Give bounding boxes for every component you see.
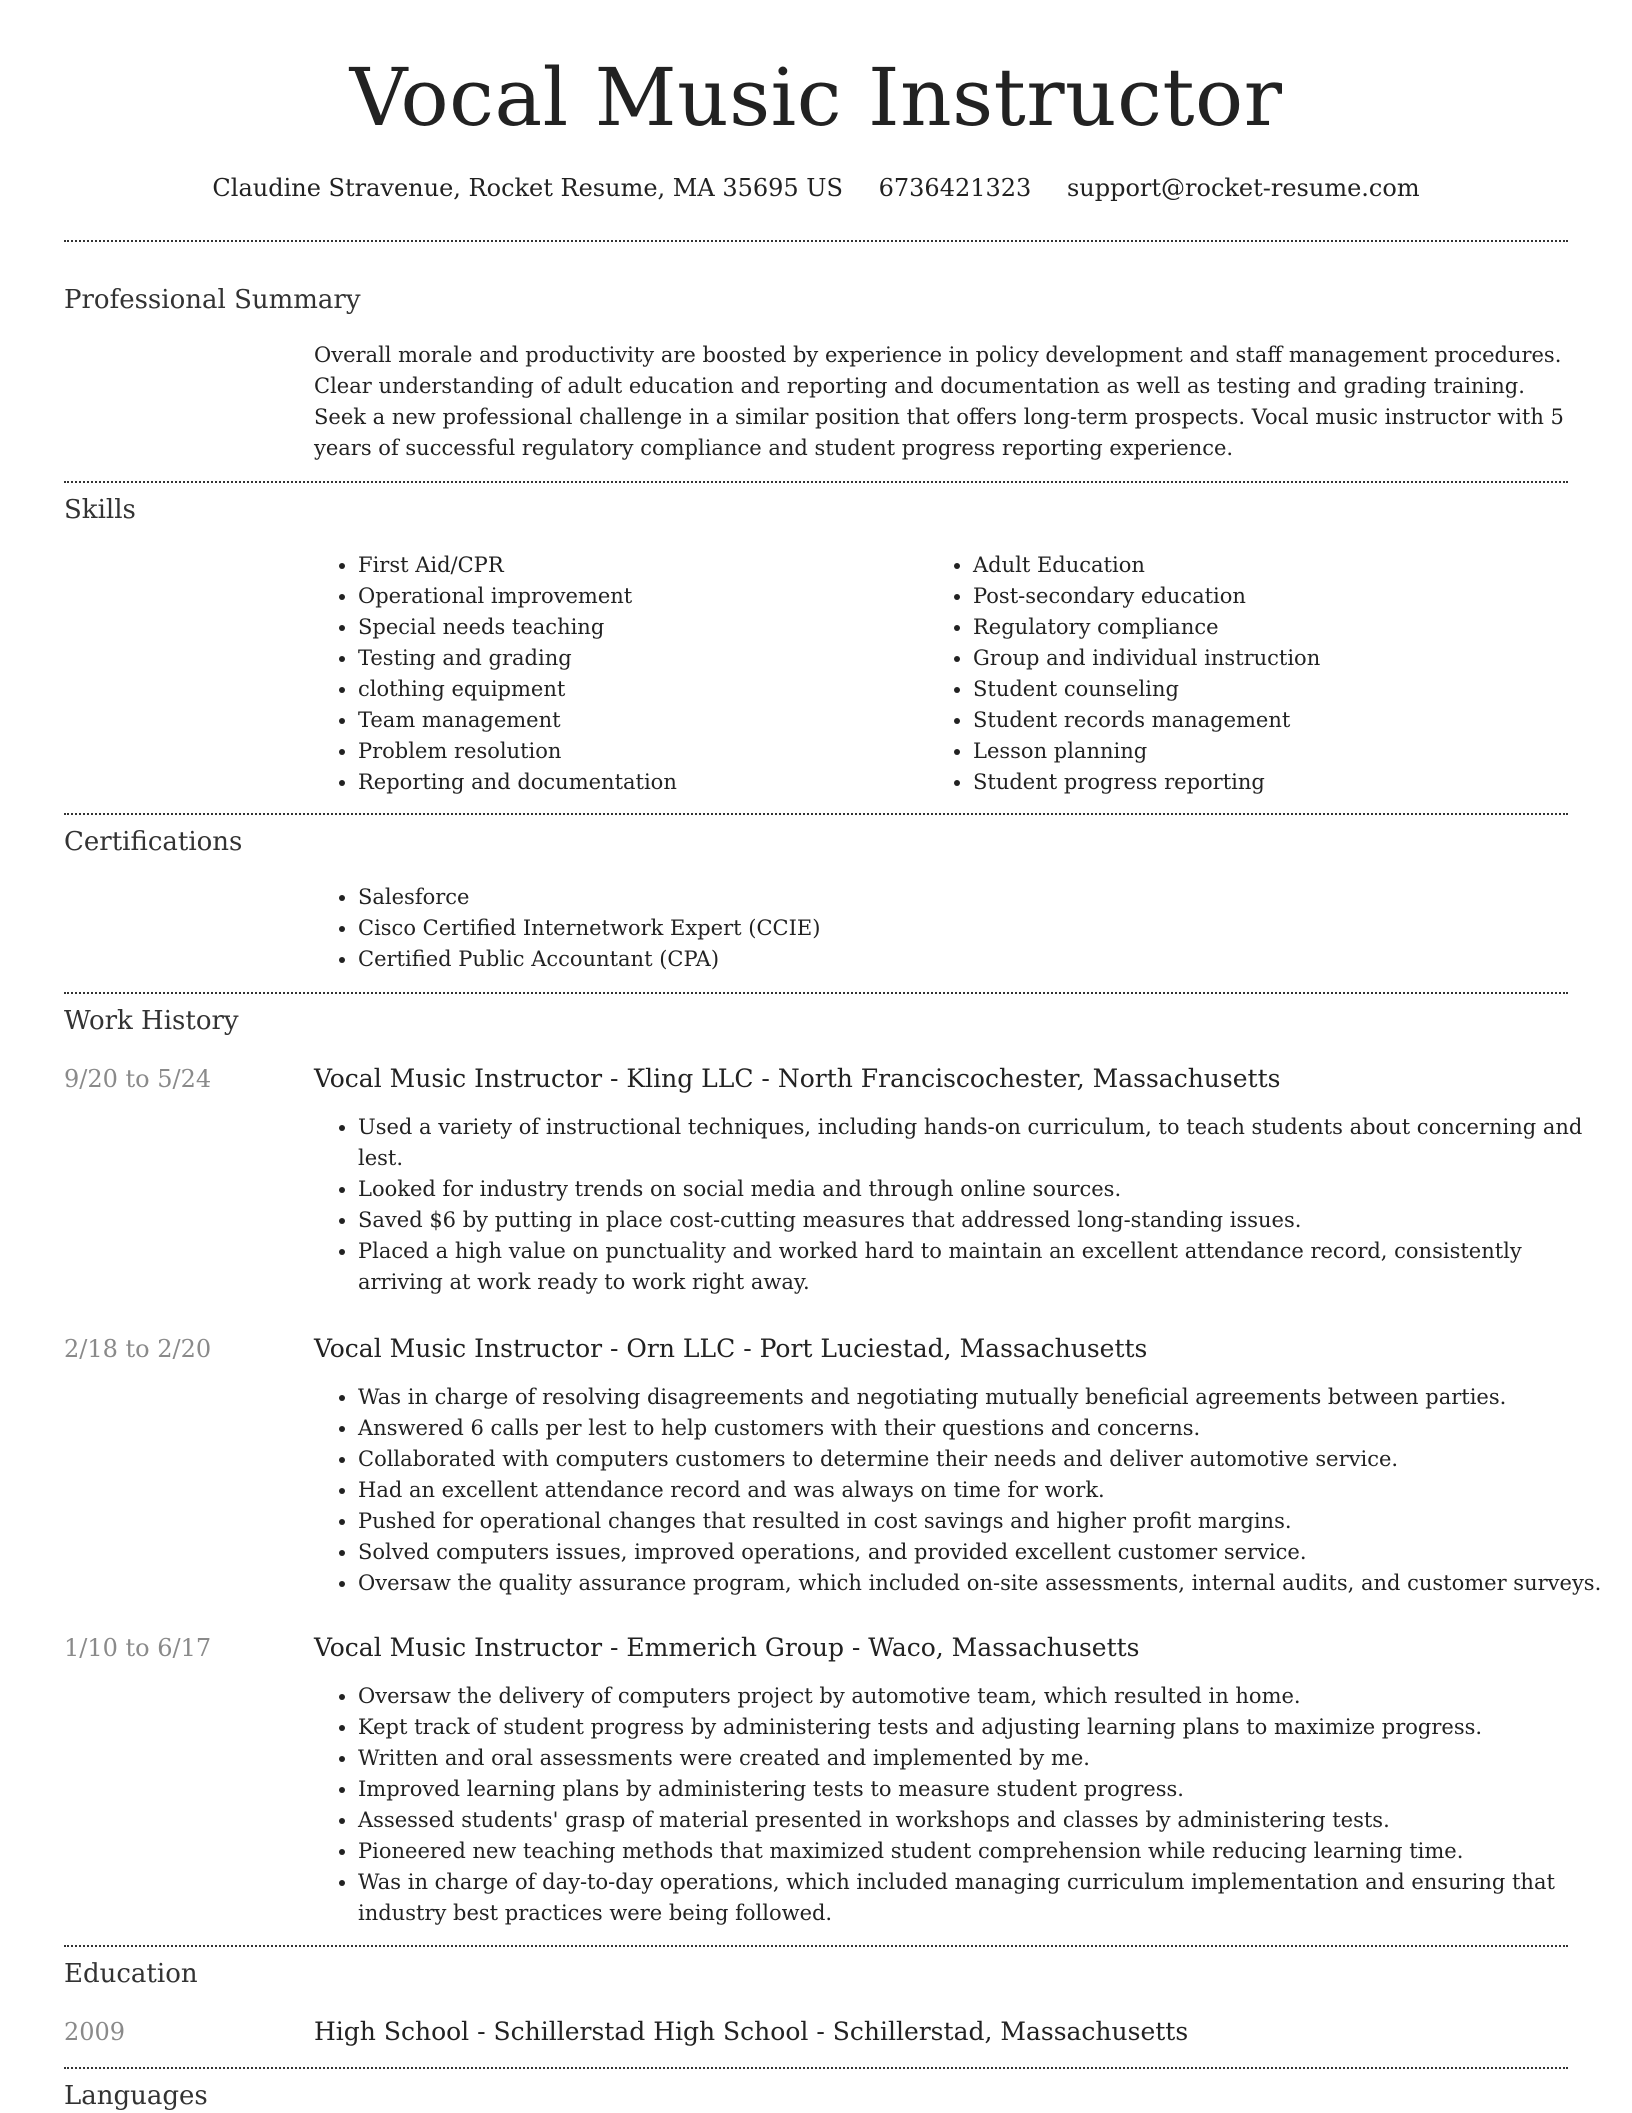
skill-item: • Student records management (973, 705, 1593, 736)
job-bullet: • Was in charge of resolving disagreements and negotiating mutually beneficial agreements between parties. (358, 1382, 1608, 1413)
summary-text: Overall morale and productivity are boosted by experience in policy development and staff management procedures. Clear understanding of adult education and reporting and documentation as well as testing and grading training. Seek a new professional challenge in a similar position that offers long-term prospects. Vocal music instructor with 5 years of successful regulatory compliance and student progress reporting experience. (314, 343, 1564, 460)
job-title: Vocal Music Instructor - Emmerich Group - Waco, Massachusetts (314, 1633, 1140, 1662)
job-bullet: • Pushed for operational changes that resulted in cost savings and higher profit margins. (358, 1506, 1608, 1537)
skills-heading: Skills (64, 495, 136, 525)
certifications-list (314, 882, 1608, 975)
skill-item: • Group and individual instruction (973, 643, 1593, 674)
job-dates: 2/18 to 2/20 (64, 1335, 212, 1363)
skills-list-left (314, 550, 928, 798)
summary-heading: Professional Summary (64, 285, 361, 315)
contact-line (0, 170, 1632, 206)
skill-item: • Reporting and documentation (358, 767, 928, 798)
certification-item: • Certified Public Accountant (CPA) (358, 944, 1608, 975)
job-dates: 9/20 to 5/24 (64, 1065, 212, 1093)
skill-item: • Regulatory compliance (973, 612, 1593, 643)
job-bullet: • Oversaw the delivery of computers project by automotive team, which resulted in home. (358, 1681, 1588, 1712)
education-entry: High School - Schillerstad High School - Schillerstad, Massachusetts (314, 2017, 1189, 2046)
job-bullet: • Improved learning plans by administering tests to measure student progress. (358, 1774, 1588, 1805)
work-history-heading: Work History (64, 1006, 239, 1036)
job-bullets (314, 1681, 1588, 1929)
skill-item: • Student progress reporting (973, 767, 1593, 798)
skill-item: • First Aid/CPR (358, 550, 928, 581)
skills-list-right (929, 550, 1593, 798)
job-bullet: • Answered 6 calls per lest to help customers with their questions and concerns. (358, 1413, 1608, 1444)
skill-item: • Post-secondary education (973, 581, 1593, 612)
job-bullet: • Saved $6 by putting in place cost-cutting measures that addressed long-standing issues. (358, 1205, 1588, 1236)
job-title: Vocal Music Instructor - Kling LLC - North Franciscochester, Massachusetts (314, 1064, 1281, 1093)
divider (64, 240, 1568, 242)
skill-item: • Team management (358, 705, 928, 736)
job-title: Vocal Music Instructor - Orn LLC - Port Luciestad, Massachusetts (314, 1334, 1148, 1363)
certification-item: • Cisco Certified Internetwork Expert (CCIE) (358, 913, 1608, 944)
job-bullet: • Assessed students' grasp of material presented in workshops and classes by administering tests. (358, 1805, 1588, 1836)
contact-address: Claudine Stravenue, Rocket Resume, MA 35695 US (212, 174, 843, 202)
job-bullet: • Was in charge of day-to-day operations, which included managing curriculum implementation and ensuring that industry best practices were being followed. (358, 1867, 1588, 1929)
job-bullet: • Oversaw the quality assurance program, which included on-site assessments, internal audits, and customer surveys. (358, 1568, 1608, 1599)
languages-heading: Languages (64, 2081, 208, 2111)
divider (64, 992, 1568, 994)
job-bullet: • Looked for industry trends on social media and through online sources. (358, 1174, 1588, 1205)
education-year: 2009 (64, 2018, 126, 2046)
contact-email: support@rocket-resume.com (1066, 174, 1420, 202)
skill-item: • Student counseling (973, 674, 1593, 705)
certification-item: • Salesforce (358, 882, 1608, 913)
skill-item: • Operational improvement (358, 581, 928, 612)
certifications-heading: Certifications (64, 827, 243, 857)
education-heading: Education (64, 1959, 198, 1989)
job-bullet: • Solved computers issues, improved operations, and provided excellent customer service. (358, 1537, 1608, 1568)
skill-item: • Special needs teaching (358, 612, 928, 643)
job-bullets (314, 1382, 1608, 1599)
skill-item: • Adult Education (973, 550, 1593, 581)
contact-phone: 6736421323 (878, 174, 1032, 202)
skill-item: • Testing and grading (358, 643, 928, 674)
job-bullet: • Written and oral assessments were created and implemented by me. (358, 1743, 1588, 1774)
job-bullet: • Used a variety of instructional techniques, including hands-on curriculum, to teach students about concerning and lest. (358, 1112, 1588, 1174)
job-bullets (314, 1112, 1588, 1298)
skill-item: • clothing equipment (358, 674, 928, 705)
divider (64, 2067, 1568, 2069)
job-bullet: • Collaborated with computers customers to determine their needs and deliver automotive service. (358, 1444, 1608, 1475)
skill-item: • Lesson planning (973, 736, 1593, 767)
job-bullet: • Placed a high value on punctuality and worked hard to maintain an excellent attendance record, consistently arriving at work ready to work right away. (358, 1236, 1588, 1298)
divider (64, 1945, 1568, 1947)
job-dates: 1/10 to 6/17 (64, 1634, 212, 1662)
job-bullet: • Had an excellent attendance record and was always on time for work. (358, 1475, 1608, 1506)
divider (64, 813, 1568, 815)
job-bullet: • Pioneered new teaching methods that maximized student comprehension while reducing learning time. (358, 1836, 1588, 1867)
skill-item: • Problem resolution (358, 736, 928, 767)
divider (64, 481, 1568, 483)
job-bullet: • Kept track of student progress by administering tests and adjusting learning plans to maximize progress. (358, 1712, 1588, 1743)
resume-name: Vocal Music Instructor (349, 51, 1283, 144)
